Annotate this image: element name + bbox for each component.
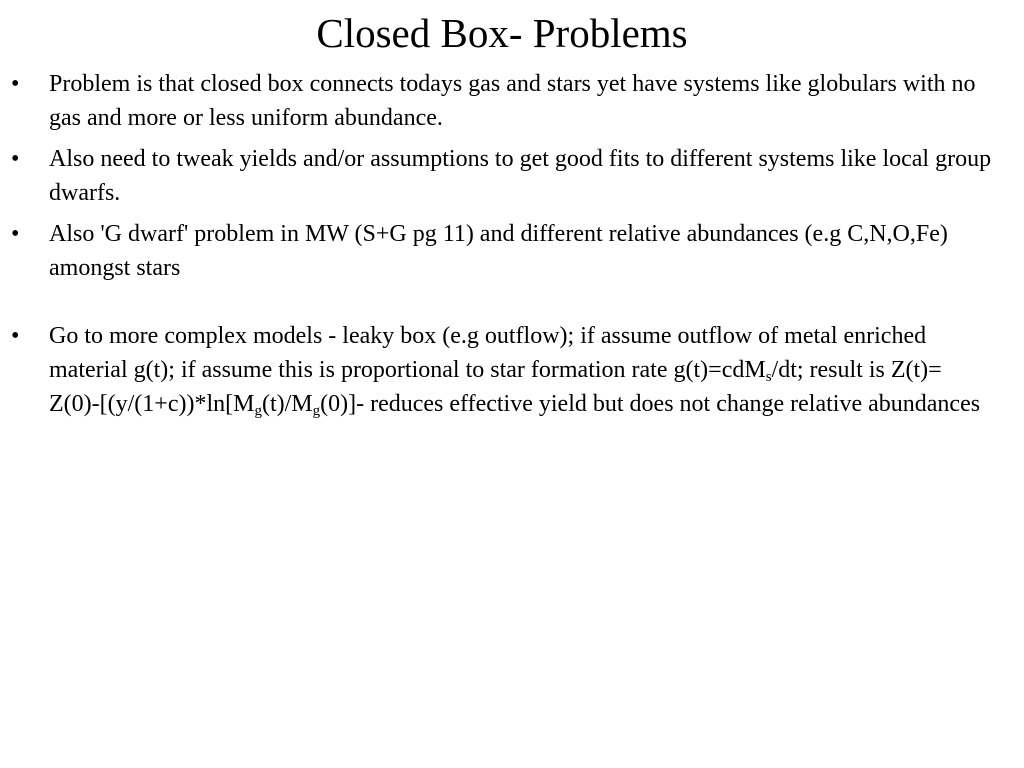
bullet-text: Problem is that closed box connects todays gas and stars yet have systems like globulars with no gas and more or less uniform abundance.	[49, 71, 976, 131]
bullet-icon: •	[11, 71, 20, 97]
bullet-icon: •	[11, 146, 20, 172]
bullet-item	[0, 142, 1024, 210]
bullet-text: Also 'G dwarf' problem in MW (S+G pg 11) and different relative abundances (e.g C,N,O,Fe) amongst stars	[49, 221, 948, 281]
subscript: g	[254, 403, 262, 419]
slide-title: Closed Box- Problems	[316, 10, 688, 56]
bullet-list	[0, 67, 1024, 428]
bullet-text-part: /dt; result is Z(t)= Z(0)-[(y/(1+c))*ln[M	[49, 357, 942, 417]
bullet-text-part: Go to more complex models - leaky box (e.g outflow); if assume outflow of metal enriched material g(t); if assume this is proportional to star formation rate g(t)=cdM	[49, 323, 927, 383]
bullet-icon: •	[11, 221, 20, 247]
bullet-text: Also need to tweak yields and/or assumptions to get good fits to different systems like local group dwarfs.	[49, 146, 992, 206]
bullet-text-part: (0)]- reduces effective yield but does not change relative abundances	[320, 391, 981, 417]
bullet-item	[0, 67, 1024, 135]
bullet-text-part: (t)/M	[261, 391, 313, 417]
bullet-icon: •	[11, 323, 20, 349]
subscript: g	[312, 403, 321, 419]
subscript: s	[765, 369, 772, 385]
bullet-item	[0, 217, 1024, 285]
bullet-text	[49, 323, 980, 417]
bullet-item	[0, 319, 1024, 421]
